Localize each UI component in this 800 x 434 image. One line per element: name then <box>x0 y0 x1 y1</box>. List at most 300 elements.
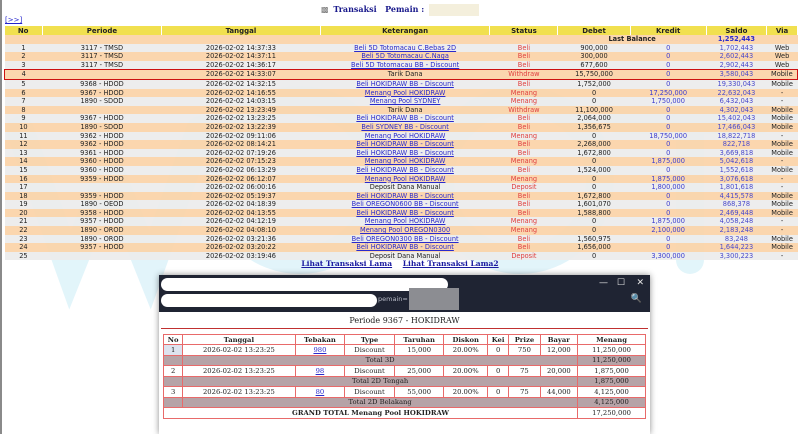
detail-menang: 1,875,000 <box>594 366 629 375</box>
row-tanggal: 2026-02-02 13:23:49 <box>205 105 276 114</box>
detail-taruhan: 55,000 <box>407 387 432 396</box>
row-periode: 9360 - HDOD <box>80 157 124 166</box>
row-debet: 0 <box>591 217 597 226</box>
detail-taruhan: 15,000 <box>407 345 432 354</box>
table-row <box>5 226 798 235</box>
row-debet: 0 <box>591 251 597 260</box>
maximize-button[interactable]: ☐ <box>616 278 625 288</box>
row-status: Menang <box>510 226 538 235</box>
col-periode: Periode <box>42 26 161 35</box>
row-via: Mobile <box>771 243 793 252</box>
row-debet: 1,601,070 <box>577 200 611 209</box>
row-debet: 1,588,800 <box>577 208 611 217</box>
table-row <box>5 114 798 123</box>
row-keterangan-link[interactable]: Menang Pool SYDNEY <box>369 97 441 106</box>
row-periode: 9367 - HDOD <box>80 114 124 123</box>
row-keterangan-link[interactable]: Beli HOKIDRAW BB - Discount <box>356 243 454 252</box>
row-status: Menang <box>510 88 538 97</box>
row-saldo: 3,580,043 <box>719 70 754 79</box>
detail-type: Discount <box>354 345 385 354</box>
row-saldo: 2,183,248 <box>719 226 754 235</box>
row-no: 9 <box>21 114 26 123</box>
row-tanggal: 2026-02-02 14:16:55 <box>205 88 276 97</box>
detail-no: 2 <box>170 366 176 375</box>
row-saldo: 22,632,043 <box>717 88 756 97</box>
detail-row <box>164 345 645 355</box>
row-kredit: 18,750,000 <box>649 131 688 140</box>
row-keterangan-link[interactable]: Beli HOKIDRAW BB - Discount <box>356 79 454 88</box>
row-status: Menang <box>510 131 538 140</box>
row-debet: 0 <box>591 157 597 166</box>
row-via: Mobile <box>771 191 793 200</box>
detail-no: 1 <box>170 345 176 354</box>
row-status: Beli <box>517 43 531 52</box>
table-row <box>5 123 798 132</box>
detail-col-diskon: Diskon <box>444 335 487 344</box>
grand-total-value: 17,250,000 <box>578 408 645 418</box>
row-periode: 1890 - OEOD <box>80 200 124 209</box>
row-status: Beli <box>517 200 531 209</box>
table-row <box>5 44 798 53</box>
period-detail-popup <box>159 275 650 434</box>
row-kredit: 0 <box>666 234 671 243</box>
row-saldo: 3,076,618 <box>719 174 754 183</box>
row-status: Beli <box>517 234 531 243</box>
popup-title-redacted <box>161 278 448 291</box>
row-status: Menang <box>510 217 538 226</box>
row-keterangan-link[interactable]: Menang Pool HOKIDRAW <box>364 88 446 97</box>
row-no: 13 <box>19 148 28 157</box>
detail-bayar: 12,000 <box>546 345 571 354</box>
row-keterangan-link[interactable]: Beli HOKIDRAW BB - Discount <box>356 191 454 200</box>
detail-col-tebakan: Tebakan <box>296 335 345 344</box>
row-status: Beli <box>517 52 531 61</box>
detail-tebakan[interactable]: 980 <box>313 345 327 354</box>
row-periode: 9357 - HDOD <box>80 243 124 252</box>
table-row <box>5 61 798 70</box>
row-no: 10 <box>19 122 28 131</box>
transactions-table <box>4 26 798 260</box>
row-keterangan-link[interactable]: Menang Pool HOKIDRAW <box>364 217 446 226</box>
row-tanggal: 2026-02-02 06:00:16 <box>205 183 276 192</box>
row-periode: 9362 - HDOD <box>80 140 124 149</box>
row-no: 3 <box>21 60 26 69</box>
row-status: Deposit <box>511 183 537 192</box>
row-debet: 1,356,675 <box>577 122 611 131</box>
row-saldo: 2,602,443 <box>719 52 754 61</box>
popup-url-player-redacted <box>409 288 459 310</box>
row-via: Mobile <box>771 105 793 114</box>
detail-diskon: 20.00% <box>452 345 479 354</box>
row-saldo: 6,432,043 <box>719 97 754 106</box>
detail-kei: 0 <box>495 366 501 375</box>
row-no: 22 <box>19 226 28 235</box>
subtotal-row <box>164 377 645 387</box>
grand-total-label: GRAND TOTAL Menang Pool HOKIDRAW <box>164 408 577 418</box>
row-tanggal: 2026-02-02 13:22:39 <box>205 122 276 131</box>
row-no: 16 <box>19 174 28 183</box>
row-keterangan-link[interactable]: Beli HOKIDRAW BB - Discount <box>356 140 454 149</box>
table-row <box>5 235 798 244</box>
table-row <box>5 89 798 98</box>
row-tanggal: 2026-02-02 14:36:17 <box>205 60 276 69</box>
table-row <box>5 140 798 149</box>
table-row <box>5 97 798 106</box>
table-row <box>5 70 798 80</box>
row-keterangan-link[interactable]: Beli 5D Totomacau C.Naga <box>361 52 449 61</box>
row-tanggal: 2026-02-02 03:20:22 <box>205 243 276 252</box>
table-row <box>5 106 798 115</box>
row-periode: 9359 - HDOD <box>80 174 124 183</box>
row-periode: 1890 - SDOD <box>80 122 124 131</box>
detail-type: Discount <box>354 387 385 396</box>
last-balance-row <box>5 35 798 44</box>
detail-col-tanggal: Tanggal <box>183 335 294 344</box>
row-saldo: 2,469,448 <box>719 208 754 217</box>
row-kredit: 0 <box>666 79 671 88</box>
row-periode: 9368 - HDOD <box>80 79 124 88</box>
col-tanggal: Tanggal <box>162 26 321 35</box>
row-no: 24 <box>19 243 28 252</box>
row-keterangan-link[interactable]: Menang Pool HOKIDRAW <box>364 174 446 183</box>
row-kredit: 0 <box>666 122 671 131</box>
row-debet: 2,268,000 <box>577 140 611 149</box>
row-status: Menang <box>510 97 538 106</box>
detail-menang: 4,125,000 <box>594 387 629 396</box>
row-kredit: 0 <box>666 114 671 123</box>
row-saldo: 18,822,718 <box>717 131 756 140</box>
detail-kei: 0 <box>495 345 501 354</box>
row-keterangan-link[interactable]: Beli HOKIDRAW BB - Discount <box>356 165 454 174</box>
user-icon: ▩ <box>320 4 329 14</box>
row-debet: 0 <box>591 226 597 235</box>
row-via: Mobile <box>771 208 793 217</box>
detail-prize: 75 <box>520 366 529 375</box>
row-via: - <box>780 131 784 140</box>
player-label: Pemain : <box>385 4 425 14</box>
row-saldo: 2,902,443 <box>719 60 754 69</box>
row-status: Beli <box>517 148 531 157</box>
row-keterangan-link[interactable]: Beli 5D Totomacau C.Bebas 2D <box>354 43 457 52</box>
table-row <box>5 166 798 175</box>
row-kredit: 1,800,000 <box>651 183 685 192</box>
detail-diskon: 20.00% <box>452 366 479 375</box>
row-via: Mobile <box>771 79 793 88</box>
table-row <box>5 132 798 141</box>
row-saldo: 5,042,618 <box>719 157 754 166</box>
table-row <box>5 183 798 192</box>
page-title-text: Transaksi <box>333 4 377 14</box>
row-saldo: 17,466,043 <box>717 122 756 131</box>
row-keterangan-link[interactable]: Menang Pool OREGON0300 <box>360 226 451 235</box>
row-tanggal: 2026-02-02 06:12:07 <box>205 174 276 183</box>
row-no: 19 <box>19 200 28 209</box>
col-saldo: Saldo <box>706 26 766 35</box>
row-keterangan: Tarik Dana <box>387 70 423 79</box>
detail-col-bayar: Bayar <box>541 335 577 344</box>
subtotal-row <box>164 398 645 408</box>
row-debet: 15,750,000 <box>575 70 613 79</box>
row-kredit: 0 <box>666 191 671 200</box>
col-keterangan: Keterangan <box>320 26 490 35</box>
row-saldo: 15,402,043 <box>717 114 756 123</box>
row-via: - <box>780 183 784 192</box>
detail-tanggal: 2026-02-02 13:23:25 <box>202 387 275 396</box>
table-row <box>5 209 798 218</box>
row-tanggal: 2026-02-02 04:08:10 <box>205 226 276 235</box>
row-keterangan-link[interactable]: Beli HOKIDRAW BB - Discount <box>356 148 454 157</box>
row-periode: 9360 - HDOD <box>80 165 124 174</box>
row-periode: 9362 - HDOD <box>80 131 124 140</box>
table-row <box>5 175 798 184</box>
row-via: Web <box>774 60 790 69</box>
row-no: 5 <box>21 79 26 88</box>
row-via: Mobile <box>771 200 793 209</box>
old-transactions-link[interactable]: Lihat Transaksi Lama <box>301 259 393 268</box>
row-tanggal: 2026-02-02 04:12:19 <box>205 217 276 226</box>
row-status: Menang <box>510 174 538 183</box>
row-keterangan-link[interactable]: Beli SYDNEY BB - Discount <box>361 122 449 131</box>
table-row <box>5 200 798 209</box>
table-row <box>5 157 798 166</box>
row-debet: 900,000 <box>580 43 608 52</box>
row-via: Mobile <box>771 140 793 149</box>
row-status: Beli <box>517 208 531 217</box>
row-no: 25 <box>19 251 28 260</box>
row-no: 14 <box>19 157 28 166</box>
row-status: Beli <box>517 60 531 69</box>
row-kredit: 0 <box>666 105 671 114</box>
detail-col-menang: Menang <box>578 335 645 344</box>
table-row <box>5 243 798 252</box>
detail-prize: 75 <box>520 387 529 396</box>
row-no: 15 <box>19 165 28 174</box>
row-debet: 0 <box>591 131 597 140</box>
row-status: Withdraw <box>508 70 540 79</box>
detail-kei: 0 <box>495 387 501 396</box>
row-via: Web <box>774 52 790 61</box>
row-tanggal: 2026-02-02 03:21:36 <box>205 234 276 243</box>
row-saldo: 4,415,578 <box>719 191 754 200</box>
row-kredit: 0 <box>666 165 671 174</box>
row-via: Mobile <box>771 234 793 243</box>
row-periode: 3117 - TMSD <box>80 60 124 69</box>
row-kredit: 1,750,000 <box>651 97 685 106</box>
row-tanggal: 2026-02-02 07:15:23 <box>205 157 276 166</box>
detail-diskon: 20.00% <box>452 387 479 396</box>
detail-tebakan[interactable]: 80 <box>315 387 325 396</box>
bet-detail-table <box>163 334 646 419</box>
row-kredit: 0 <box>666 70 671 79</box>
close-button[interactable]: ✕ <box>636 278 644 288</box>
row-no: 21 <box>19 217 28 226</box>
detail-prize: 750 <box>517 345 531 354</box>
detail-taruhan: 25,000 <box>407 366 432 375</box>
row-status: Beli <box>517 165 531 174</box>
table-row <box>5 52 798 61</box>
row-keterangan-link[interactable]: Beli HOKIDRAW BB - Discount <box>356 114 454 123</box>
subtotal-value: 1,875,000 <box>578 377 645 387</box>
detail-no: 3 <box>170 387 176 396</box>
row-debet: 0 <box>591 97 597 106</box>
row-status: Beli <box>517 140 531 149</box>
last-balance-label: Last Balance <box>558 35 706 44</box>
popup-url-redacted[interactable] <box>161 294 377 307</box>
row-saldo: 1,801,618 <box>719 183 754 192</box>
row-via: - <box>780 157 784 166</box>
row-tanggal: 2026-02-02 04:13:55 <box>205 208 276 217</box>
row-keterangan-link[interactable]: Beli OREGON0300 BB - Discount <box>351 234 459 243</box>
next-page-link[interactable]: [>>] <box>5 16 23 24</box>
row-debet: 1,656,000 <box>577 243 611 252</box>
subtotal-row <box>164 356 645 366</box>
old-transactions-2-link[interactable]: Lihat Transaksi Lama2 <box>402 259 499 268</box>
row-tanggal: 2026-02-02 03:19:46 <box>205 251 276 260</box>
row-kredit: 17,250,000 <box>649 88 688 97</box>
row-saldo: 822,718 <box>722 140 751 149</box>
row-kredit: 0 <box>666 60 671 69</box>
row-status: Beli <box>517 191 531 200</box>
row-kredit: 1,875,000 <box>651 174 685 183</box>
row-debet: 300,000 <box>580 52 608 61</box>
row-via: Mobile <box>771 114 793 123</box>
row-debet: 0 <box>591 183 597 192</box>
row-no: 23 <box>19 234 28 243</box>
page-title <box>0 4 800 16</box>
row-kredit: 0 <box>666 200 671 209</box>
zoom-icon[interactable]: 🔍 <box>630 294 642 304</box>
row-via: Mobile <box>771 165 793 174</box>
row-periode: 1890 - OROD <box>80 234 124 243</box>
row-saldo: 4,302,043 <box>719 105 754 114</box>
window-left-edge <box>0 0 2 434</box>
row-no: 18 <box>19 191 28 200</box>
row-periode: 9359 - HDOD <box>80 191 124 200</box>
row-tanggal: 2026-02-02 14:33:07 <box>205 70 276 79</box>
row-no: 7 <box>21 97 26 106</box>
detail-tebakan[interactable]: 98 <box>315 366 325 375</box>
row-debet: 1,672,800 <box>577 191 611 200</box>
row-debet: 11,100,000 <box>575 105 613 114</box>
detail-col-no: No <box>164 335 182 344</box>
row-via: - <box>780 97 784 106</box>
detail-menang: 11,250,000 <box>592 345 631 354</box>
col-no: No <box>5 26 43 35</box>
row-via: - <box>780 251 784 260</box>
row-saldo: 4,058,248 <box>719 217 754 226</box>
row-keterangan-link[interactable]: Menang Pool HOKIDRAW <box>364 157 446 166</box>
row-kredit: 0 <box>666 43 671 52</box>
row-kredit: 1,875,000 <box>651 157 685 166</box>
row-debet: 677,600 <box>580 60 608 69</box>
row-kredit: 0 <box>666 140 671 149</box>
row-via: - <box>780 226 784 235</box>
row-status: Beli <box>517 114 531 123</box>
row-tanggal: 2026-02-02 06:13:29 <box>205 165 276 174</box>
detail-col-taruhan: Taruhan <box>395 335 444 344</box>
player-name-redacted <box>429 4 479 16</box>
row-status: Deposit <box>511 251 537 260</box>
row-no: 6 <box>21 88 26 97</box>
detail-bayar: 20,000 <box>546 366 571 375</box>
detail-bayar: 44,000 <box>546 387 571 396</box>
col-status: Status <box>490 26 558 35</box>
popup-window-chrome <box>159 275 650 312</box>
row-keterangan-link[interactable]: Menang Pool HOKIDRAW <box>364 131 446 140</box>
row-periode: 1890 - OROD <box>80 226 124 235</box>
subtotal-value: 4,125,000 <box>578 398 645 408</box>
row-kredit: 0 <box>666 148 671 157</box>
table-header-row <box>5 26 798 35</box>
row-no: 1 <box>21 43 26 52</box>
row-debet: 0 <box>591 174 597 183</box>
detail-tanggal: 2026-02-02 13:23:25 <box>202 366 275 375</box>
row-kredit: 0 <box>666 243 671 252</box>
row-saldo: 1,644,223 <box>719 243 754 252</box>
last-balance-value: 1,252,443 <box>706 35 766 44</box>
row-via: Web <box>774 43 790 52</box>
table-row <box>5 79 798 88</box>
row-debet: 1,560,975 <box>577 234 611 243</box>
grand-total-row <box>164 408 645 418</box>
row-no: 4 <box>21 70 26 79</box>
detail-type: Discount <box>354 366 385 375</box>
row-via: - <box>780 174 784 183</box>
col-kredit: Kredit <box>630 26 706 35</box>
row-periode: 9367 - HDOD <box>80 88 124 97</box>
row-status: Withdraw <box>508 105 540 114</box>
period-title: Periode 9367 - HOKIDRAW <box>161 316 648 329</box>
row-via: Mobile <box>771 70 793 79</box>
footer-links <box>0 259 800 268</box>
detail-row <box>164 387 645 397</box>
row-kredit: 2,100,000 <box>651 226 685 235</box>
row-keterangan: Tarik Dana <box>387 105 423 114</box>
minimize-button[interactable]: — <box>599 278 608 288</box>
row-tanggal: 2026-02-02 07:19:26 <box>205 148 276 157</box>
row-no: 17 <box>19 183 28 192</box>
row-periode: 9361 - HDOD <box>80 148 124 157</box>
row-debet: 2,064,000 <box>577 114 611 123</box>
row-keterangan-link[interactable]: Beli OREGON0600 BB - Discount <box>351 200 459 209</box>
detail-col-prize: Prize <box>509 335 539 344</box>
detail-col-kei: Kei <box>488 335 508 344</box>
row-via: - <box>780 217 784 226</box>
row-tanggal: 2026-02-02 14:37:11 <box>205 52 276 61</box>
row-saldo: 83,248 <box>724 234 748 243</box>
popup-url-fragment: pemain= <box>378 295 408 303</box>
row-keterangan-link[interactable]: Beli 5D Totomacau BB - Discount <box>350 60 460 69</box>
row-tanggal: 2026-02-02 09:11:06 <box>205 131 276 140</box>
row-status: Menang <box>510 157 538 166</box>
row-keterangan: Deposit Dana Manual <box>369 251 441 260</box>
detail-col-type: Type <box>345 335 394 344</box>
row-no: 12 <box>19 140 28 149</box>
row-status: Beli <box>517 79 531 88</box>
row-kredit: 0 <box>666 208 671 217</box>
row-periode: 9357 - HDOD <box>80 217 124 226</box>
row-debet: 1,672,800 <box>577 148 611 157</box>
row-saldo: 3,669,818 <box>719 148 754 157</box>
detail-row <box>164 366 645 376</box>
row-no: 8 <box>21 105 26 114</box>
row-tanggal: 2026-02-02 13:23:25 <box>205 114 276 123</box>
row-kredit: 1,875,000 <box>651 217 685 226</box>
table-row <box>5 149 798 158</box>
row-status: Beli <box>517 243 531 252</box>
row-no: 20 <box>19 208 28 217</box>
row-keterangan-link[interactable]: Beli HOKIDRAW BB - Discount <box>356 208 454 217</box>
